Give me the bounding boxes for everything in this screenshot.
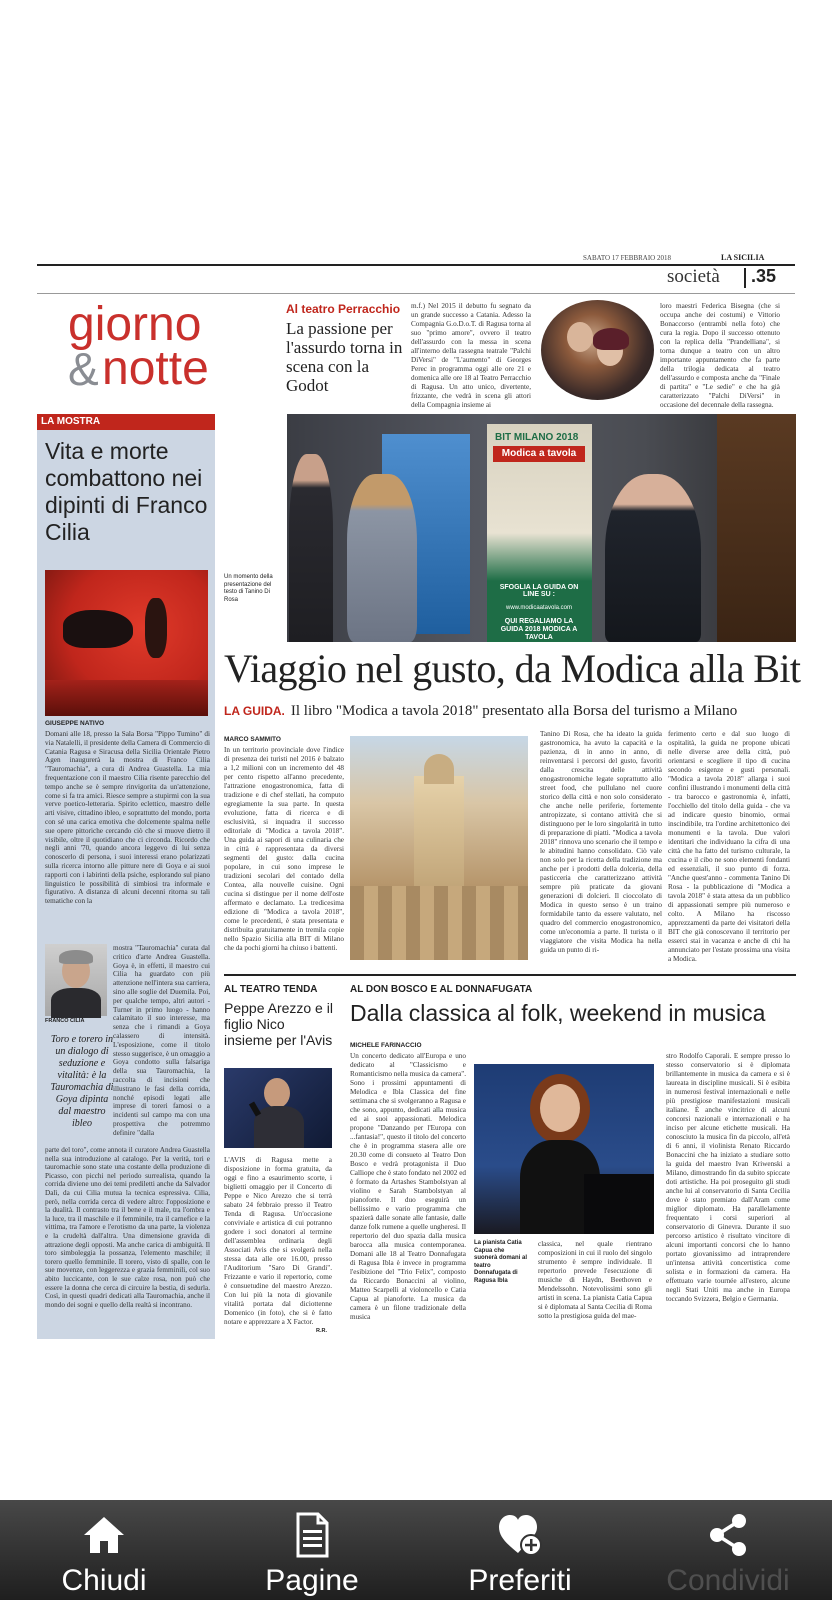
donbosco-author: MICHELE FARINACCIO (350, 1042, 422, 1049)
donbosco-title: Dalla classica al folk, weekend in musica (350, 1000, 766, 1026)
mostra-pull-quote: Toro e torero in un dialogo di seduzione e vitalità: è la Tauromachia di Goya dipinta dal maestro ibleo (50, 1034, 114, 1129)
painting-ground (45, 680, 208, 716)
page-header (37, 250, 795, 296)
donbosco-photo (474, 1064, 654, 1234)
banner-title-text: Modica a tavola (493, 446, 585, 462)
banner-url-text: www.modicaatavola.com (505, 605, 573, 611)
actor-face-left (567, 322, 593, 352)
modica-bit-photo (287, 414, 796, 642)
donbosco-article (350, 984, 796, 1339)
actor-hair-right (593, 328, 629, 350)
arezzo-signature: R.R. (316, 1328, 327, 1334)
arezzo-title: Peppe Arezzo e il figlio Nico insieme per l'Avis (224, 1000, 333, 1048)
mostra-kicker: LA MOSTRA (37, 414, 215, 430)
modica-col1: In un territorio provinciale dove l'indice di presenza dei turisti nel 2016 è balzato a 1,2 milioni con un incremento del 48 per cento rispetto all'anno precedente, l'attrazione enogastronomica, fatta di tradizione e di chef stellati, ha computo egregiamente la sua parte. In questa evoluzione, fatta di ricerca e di esclusività, si inquadra il successo editoriale di "Modica a tavola 2018". Una guida ai sapori di una culinaria che in città è rappresentata da diversi segmenti del gusto: dalla cucina popolare, in cui sono imprese le tradizioni secolari del contado della Contea, alla nouvelle cuisine. Ogni cucina si distingue per il nome dell'oste affermato e declamato. La tredicesima edizione di "Modica a tavola 2018", come le precedenti, è stata presentata e distribuita gratuitamente in tremila copie nello Spazio Sicilia alla BIT di Milano che da pochi giorni ha chiuso i battenti. (224, 746, 344, 952)
giorno-notte-logo (66, 300, 266, 410)
header-page-number: .35 (751, 266, 777, 286)
mostra-body1: Domani alle 18, presso la Sala Borsa "Pippo Tumino" di via Natalelli, il presidente della Camera di Commercio di Catania Ragusa e Siracusa della Sicilia Orientale Pietro Agen inaugurerà la mostra di Franco Cilia "Tauromachia", a cura di Andrea Guastella. La mia frequentazione con il maestro Cilia risente parecchio del tempo anche se è sempre rinvigorita da un'attenzione, come si fa tra amici. Riesce sempre a stupirmi con la sua verve poetico-letteraria. Spirito eclettico, maestro delle arti visive, cittadino ibleo, e soprattutto del mondo, porta con sé una carica emotiva che dolcemente spalma nelle sue opere pittoriche cercando ciò che si muove dietro il visibile, oltre il quotidiano che ci circonda. Ricordo che negli anni '70, quando ancora leggevo di lui senza conoscerlo di persona, i suoi interessi erano polarizzati sulla ricerca intorno alle pitture nere di Goya e ai suoi rapporti con i labirinti della psiche, esplorando sul piano linguistico le possibilità di simbiosi tra informale e figurativo. A distanza di alcuni decenni ritorna su tali tematiche con la (45, 730, 210, 906)
logo-notte: notte (102, 342, 209, 395)
favorites-label: Preferiti (468, 1564, 572, 1597)
logo-giorno: giorno (68, 298, 202, 351)
donbosco-kicker: AL DON BOSCO E AL DONNAFUGATA (350, 984, 533, 995)
modica-kicker: LA GUIDA. (224, 704, 285, 718)
piano-shape (584, 1174, 654, 1234)
mostra-portrait (45, 944, 107, 1016)
pianist-face (540, 1084, 580, 1132)
banner-promo-line2: QUI REGALIAMO LA GUIDA 2018 MODICA A TAVOLA (500, 618, 578, 641)
header-section: società (667, 266, 720, 287)
painting-figure-shape (145, 598, 167, 658)
perracchio-article (286, 300, 796, 409)
donbosco-col1: Un concerto dedicato all'Europa e uno dedicato al "Classicismo e Romanticismo nella musica da camera". Sono i prossimi appuntamenti di Melodica e Ibla Classica del fine settimana che si svolgeranno a Ragusa e che sono, appunto, dedicati alla musica ed ai suoi appassionati. Melodica propone "Danzando per l'Europa con ...fantasia!", questo il titolo del concerto che è in programma stasera alle ore 20.30 come di consueto al Teatro Don Bosco e vedrà protagonista il Duo Calliope che è stato fondato nel 2002 ed è formato da Artashes Stambolstyan al violino e Sarah Stambolstyan al pianoforte. Il duo eseguirà un bellissimo e vario programma che spazierà dalle sonate alle fantasie, dalle danze folk rumene a quelle ungheresi. Il repertorio del duo spazia dalla musica barocca alla musica contemporanea. Domani alle 18 al Teatro Donnafugata di Ragusa Ibla è invece in programma l'esibizione del "Trio Felix", composto da Riccardo Bonaccini al violino, Matteo Scarpelli al violoncello e Catia Capua al pianoforte. La musica da camera è un filone tradizionale della musica (350, 1052, 466, 1321)
donbosco-col2: classica, nel quale rientrano composizioni in cui il ruolo del singolo strumento è sempre individuale. Il repertorio prevede l'esecuzione di musiche di Haydn, Beethoven e Mendelssohn. Notevolissimi sono gli artisti in scena. La pianista Catia Capua si è diplomata al Santa Cecilia di Roma sotto la prestigiosa guida del mae- (538, 1240, 652, 1320)
banner-promo-line1: SFOGLIA LA GUIDA ON LINE SU : (499, 584, 579, 598)
perracchio-title: La passione per l'assurdo torna in scena con la Godot (286, 319, 403, 395)
donbosco-photo-caption: La pianista Catia Capua che suonerà domani al teatro Donnafugata di Ragusa Ibla (474, 1240, 528, 1284)
mostra-portrait-caption: FRANCO CILIA (45, 1018, 85, 1024)
photo-person-woman (347, 474, 417, 642)
city-houses (350, 886, 528, 960)
arezzo-article (224, 984, 336, 1339)
share-label: Condividi (666, 1564, 790, 1597)
photo-person-man-left (289, 454, 333, 642)
singer-body (254, 1106, 304, 1148)
modica-city-photo (350, 736, 528, 960)
portrait-hair (59, 950, 93, 964)
perracchio-kicker: Al teatro Perracchio (286, 302, 401, 316)
section-divider (224, 974, 796, 976)
photo-wood-panel (717, 414, 796, 642)
arezzo-photo (224, 1068, 332, 1148)
arezzo-body: L'AVIS di Ragusa mette a disposizione in forma gratuita, da oggi e fino a esaurimento scorte, i biglietti omaggio per il Concerto di Peppe e Nico Arezzo che si terrà sabato 24 febbraio presso il Teatro Tenda di Ragusa. Un'occasione conviviale e artistica di cui potranno godere i soci donatori al termine dell'assemblea ordinaria degli Associati Avis che si svolgerà nella stessa data alle ore 16.00, presso l'Auditorium "Saro Di Grandi". Frizzante e vario il repertorio, come è consuetudine del maestro Arezzo. Con lui più la nota di giovanile vitalità portata dal diciottenne Domenico (in foto), che si è fatto notare e apprezzare a X Factor. (224, 1156, 332, 1326)
singer-head (264, 1078, 290, 1108)
mostra-painting (45, 570, 208, 716)
close-button[interactable] (0, 1500, 208, 1600)
mostra-title: Vita e morte combattono nei dipinti di Franco Cilia (45, 438, 208, 545)
mostra-body3: parte del toro", come annota il curatore Andrea Guastella nella sua introduzione al catalogo. Per la verità, tori e tauromachie sono state una costante della produzione di Picasso, con picchi nel periodo surrealista, quando la corrida diviene uno dei temi prediletti anche da Salvador Dalì, da cui Cilia mutua la tecnica espressiva. Cilia, però, nella corrida cerca di vedere altro: l'opposizione e la dualità. Il contrasto tra il bene e il male, tra l'ombra e la luce, tra il maschile e il femminile, tra il carnefice e la vittima, tra l'amore e l'erotismo da una parte, la violenza e la crudeltà dall'altra. Una dimensione gravida di attrazione degli opposti. Ma anche carica di ambiguità. Il toro simboleggia la possanza, l'elemento maschile; il torero quello femminile. Il torero, visto di spalle, con le sue movenze, con leggerezza e grazia femminili, col suo abito luccicante, con le sue calze rosa, non può che essere la donna che cerca di circuire la bestia, di sedurla. Così, in questi quadri dedicati alla Tauromachia, anche il mondo dei sogni e quello della realtà si incontrano. (45, 1146, 210, 1309)
arezzo-kicker: AL TEATRO TENDA (224, 984, 318, 995)
favorites-button[interactable] (416, 1500, 624, 1600)
modica-title: Viaggio nel gusto, da Modica alla Bit (224, 646, 801, 691)
painting-bull-shape (63, 610, 133, 648)
perracchio-col1: m.f.) Nel 2015 il debutto fu segnato da un grande successo a Catania. Adesso la Compagnia G.o.D.o.T. di Ragusa torna al suo "primo amore", ovvero il teatro dell'assurdo con la messa in scena all'interno della rassegna teatrale "Palchi DiVersi" de "L'aumento" di Georges Perec in programma oggi alle ore 21 e domenica alle ore 18 al Teatro Perracchio di Ragusa. Un atto unico, divertente, frizzante, che vedrà in scena gli attori della Compagnia insieme ai (411, 302, 531, 409)
pages-label: Pagine (265, 1564, 359, 1597)
mostra-body2-continued (121, 1074, 210, 1146)
photo-rollup-banner (487, 424, 592, 642)
donbosco-col3: stro Rodolfo Caporali. E sempre presso lo stesso conservatorio si è diplomata brillantemente in musica da camera e si è laureata in discipline musicali. Si è esibita in numerosi festival internazionali e nelle più prestigiose manifestazioni musicali italiane. È anche vincitrice di alcuni concorsi nazionali e internazionali e ha inciso per alcune etichette musicali. Ha conosciuto la musica fin da piccolo, all'età di 6 anni, il violinista Renato Riccardo Bonaccini che ha iniziato a studiare sotto la guida del maestro Ivan Kriwenski a Milano, dimostrando fin da subito spiccate doti artistiche. Ha poi proseguito gli studi anche lui al conservatorio di Santa Cecilia dove è stato premiato dall'Aram come miglior diplomato. Ha parallelamente frequentato i corsi superiori al conservatorio di Ginevra. Durante il suo percorso artistico è risultato vincitore di alcuni importanti concorsi che lo hanno portato giovanissimo ad intraprendere un'intensa attività concertistica come solista e in formazioni da camera. Ha effettuato varie tournée all'estero, alcune negli Stati Uniti ma anche in Europa toccando Svizzera, Belgio e Germania. (666, 1052, 790, 1303)
mostra-sidebar (37, 414, 215, 1339)
banner-top-text: BIT MILANO 2018 (495, 432, 579, 443)
home-icon (81, 1512, 127, 1558)
share-icon (705, 1512, 751, 1558)
modica-col2: Tanino Di Rosa, che ha ideato la guida gastronomica, ha avuto la capacità e la pazienza, di in anno in anno, di reinventarsi i percorsi del gusto, favoriti dalla crescita delle attività enogastronomiche legate soprattutto allo street food, che pullulano nel cuore storico della città e non solo considerato che anche nelle periferie, fortemente antropizzate, si contano attività che si distinguono per le loro singolarità in tutto di preparazione di piatti. "Modica a tavola 2018" rinnova uno scenario che il tempo e le abitudini hanno consolidato. Ciò vale non solo per la ricetta della tradizione ma anche per i prodotti della dolceria, della pasticceria che caratterizzano attività sempre più praticate da giovani generazioni di dolcieri. Il cioccolato di Modica in questo senso è un traino formidabile tanto da essere valutato, nel quadro del commercio enogastronomico, come un'economia a parte. Il turista o il viaggiatore che visita Modica ha nella guida un punto di ri- (540, 730, 662, 954)
modica-author: MARCO SAMMITO (224, 736, 281, 743)
pages-button[interactable] (208, 1500, 416, 1600)
header-date: SABATO 17 FEBBRAIO 2018 (583, 254, 671, 262)
close-label: Chiudi (61, 1564, 147, 1597)
modica-col3: ferimento certo e dal suo luogo di ospitalità, la guida ne propone ubicati nelle diverse aree della città, può orientarsi e scegliere il tipo di cucina secondo esigenze e gusti personali. "Modica a tavola 2018" allarga i suoi confini illustrando i monumenti della città - tra barocco e gastronomia è, infatti, l'occhiello del titolo della guida - che va ad indicare questo binomio, ormai inscindibile, tra l'ordine architettonico dei monumenti e la tavola. Due valori identitari che individuano la cifra di una città che ha fatto del turismo culturale, la cucina e il cibo ne sono elementi fondanti ed essenziali, il suo punto di forza. "Anche quest'anno - commenta Tanino Di Rosa - la pubblicazione di "Modica a tavola 2018" è stata attesa da un pubblico di appassionati sempre più numeroso e colto. A Milano ha riscosso apprezzamenti da parte dei visitatori della BIT che già conoscevano il territorio per esserci stai in vacanza e anche di chi ha annunciato per l'estate prossima una visita a Modica. (668, 730, 790, 963)
pages-icon (289, 1512, 335, 1558)
portrait-body (51, 988, 101, 1018)
bottom-toolbar (0, 1500, 832, 1600)
modica-photo-caption: Un momento della presentazione del testo di Tanino Di Rosa (224, 574, 273, 603)
city-church-dome (424, 754, 454, 784)
header-separator (744, 268, 746, 288)
perracchio-photo (541, 300, 654, 400)
mostra-author: GIUSEPPE NATIVO (45, 720, 105, 727)
photo-person-man-right (605, 474, 701, 642)
header-thin-rule (37, 293, 795, 294)
share-button[interactable] (624, 1500, 832, 1600)
mostra-body2: mostra "Tauromachia" curata dal critico d'arte Andrea Guastella. Goya è, in effetti, il maestro cui Cilia ha guardato con più attenzione nell'intera sua carriera, sino alle soglie del Duemila. Poi, per qualche tempo, altri autori - Turner in primo luogo - hanno calamitato il suo interesse, ma senza che i rimandi a Goya calassero di intensità. L'esposizione, come il titolo stesso suggerisce, è un omaggio a Goya condotto sulla falsariga della sua Tauromachia, la raccolta di incisioni che illustrano le fasi della corrida, nonché episodi legati alle imprese di toreri famosi o a incidenti sul campo ma con una prospettiva che potremmo definire "dalla (113, 944, 211, 1137)
perracchio-col2: loro maestri Federica Bisegna (che si occupa anche dei costumi) e Vittorio Bonaccorso (entrambi nella foto) che cura la regia. Dopo il successo ottenuto con la replica della "Prandelliana", si torna dunque a teatro con un altro importante appuntamento che fa parte della trilogia dedicata al teatro dell'assurdo e composta anche da "Finale di partita" e "Le sedie" e che ha già caratterizzato "Palchi DiVersi" in occasione del decennale della rassegna. (660, 302, 780, 409)
modica-subtitle: Il libro "Modica a tavola 2018" presentato alla Borsa del turismo a Milano (290, 703, 738, 719)
favorite-add-icon (497, 1512, 543, 1558)
logo-ampersand: & (68, 343, 99, 395)
modica-subtitle-row (224, 702, 804, 720)
header-newspaper: LA SICILIA (721, 253, 765, 262)
singer-microphone (249, 1101, 261, 1116)
